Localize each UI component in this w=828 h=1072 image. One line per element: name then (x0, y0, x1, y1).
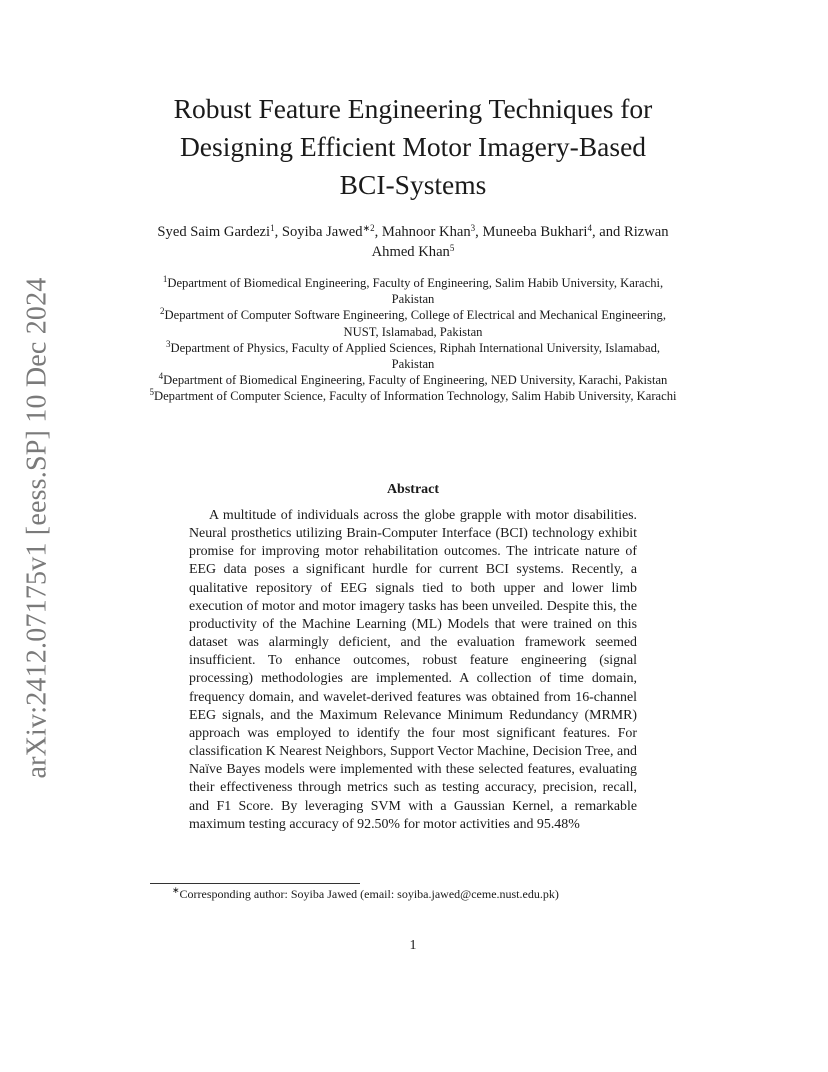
author-separator: , (475, 224, 483, 240)
author (382, 224, 483, 240)
author-name: Syed Saim Gardezi (157, 224, 271, 240)
author-mark: 4 (587, 223, 592, 233)
author-name: Rizwan Ahmed Khan (371, 224, 669, 260)
affiliation-item (148, 340, 678, 372)
author-mark: 3 (470, 223, 476, 233)
affiliation-item (148, 307, 678, 339)
abstract-heading: Abstract (386, 482, 440, 497)
affiliation-item (148, 388, 678, 404)
author (157, 224, 281, 240)
footnote-mark: ∗ (172, 885, 180, 895)
affiliation-mark: 4 (158, 371, 164, 382)
affiliation-text: Department of Biomedical Engineering, Faculty of Engineering, NED University, Karachi, Pakistan (163, 373, 668, 388)
author (282, 224, 382, 240)
arxiv-identifier: arXiv:2412.07175v1 [eess.SP] 10 Dec 2024 (22, 277, 53, 779)
author-list (150, 222, 676, 262)
footnote-text: Corresponding author: Soyiba Jawed (email: soyiba.jawed@ceme.nust.edu.pk) (179, 887, 559, 901)
affiliation-text: Department of Biomedical Engineering, Faculty of Engineering, Salim Habib University, Karachi, Pakistan (167, 276, 664, 307)
affiliation-mark: 1 (162, 274, 168, 284)
affiliation-item (148, 372, 678, 388)
author-separator: , (274, 224, 282, 240)
author-name: Muneeba Bukhari (482, 224, 588, 240)
author-separator: , and (591, 224, 624, 240)
affiliation-text: Department of Computer Software Engineering, College of Electrical and Mechanical Engineering, NUST, Islamabad, Pakistan (164, 308, 666, 339)
corresponding-author-footnote (150, 886, 676, 902)
author (482, 224, 624, 240)
author-name: Soyiba Jawed (281, 224, 363, 240)
footnote-divider (150, 883, 360, 884)
affiliation-item (148, 275, 678, 307)
author-mark: 1 (270, 223, 275, 233)
author-separator: , (374, 224, 382, 240)
affiliation-mark: 3 (165, 338, 171, 349)
abstract-body: A multitude of individuals across the globe grapple with motor disabilities. Neural prosthetics utilizing Brain-Computer Interface (BCI) technology exhibit promise for improving motor rehabilitation outcomes. The intricate nature of EEG data poses a significant hurdle for current BCI systems. Recently, a qualitative repository of EEG signals tied to both upper and lower limb execution of motor and motor imagery tasks has been unveiled. Despite this, the productivity of the Machine Learning (ML) Models that were trained on this dataset was alarmingly deficient, and the evaluation framework seemed insufficient. To enhance outcomes, robust feature engineering (signal processing) methodologies are implemented. A collection of time domain, frequency domain, and wavelet-derived features was obtained from 16-channel EEG signals, and the Maximum Relevance Minimum Redundancy (MRMR) approach was employed to identify the four most significant features. For classification K Nearest Neighbors, Support Vector Machine, Decision Tree, and Naïve Bayes models were implemented with these selected features, evaluating their effectiveness through metrics such as testing accuracy, precision, recall, and F1 Score. By leveraging SVM with a Gaussian Kernel, a remarkable maximum testing accuracy of 92.50% for motor activities and 95.48% (189, 508, 637, 832)
affiliation-text: Department of Computer Science, Faculty of Information Technology, Salim Habib University, Karachi (153, 389, 677, 404)
author-mark: ∗2 (362, 223, 375, 233)
author-name: Mahnoor Khan (381, 224, 471, 240)
paper-title: Robust Feature Engineering Techniques for Designing Efficient Motor Imagery-Based BCI-Systems (173, 93, 653, 200)
affiliation-text: Department of Physics, Faculty of Applied Sciences, Riphah International University, Islamabad, Pakistan (170, 340, 661, 372)
affiliation-mark: 5 (149, 387, 154, 398)
affiliation-mark: 2 (160, 306, 165, 317)
affiliation-list (148, 275, 678, 405)
author-mark: 5 (449, 243, 455, 253)
page-number: 1 (409, 938, 417, 953)
